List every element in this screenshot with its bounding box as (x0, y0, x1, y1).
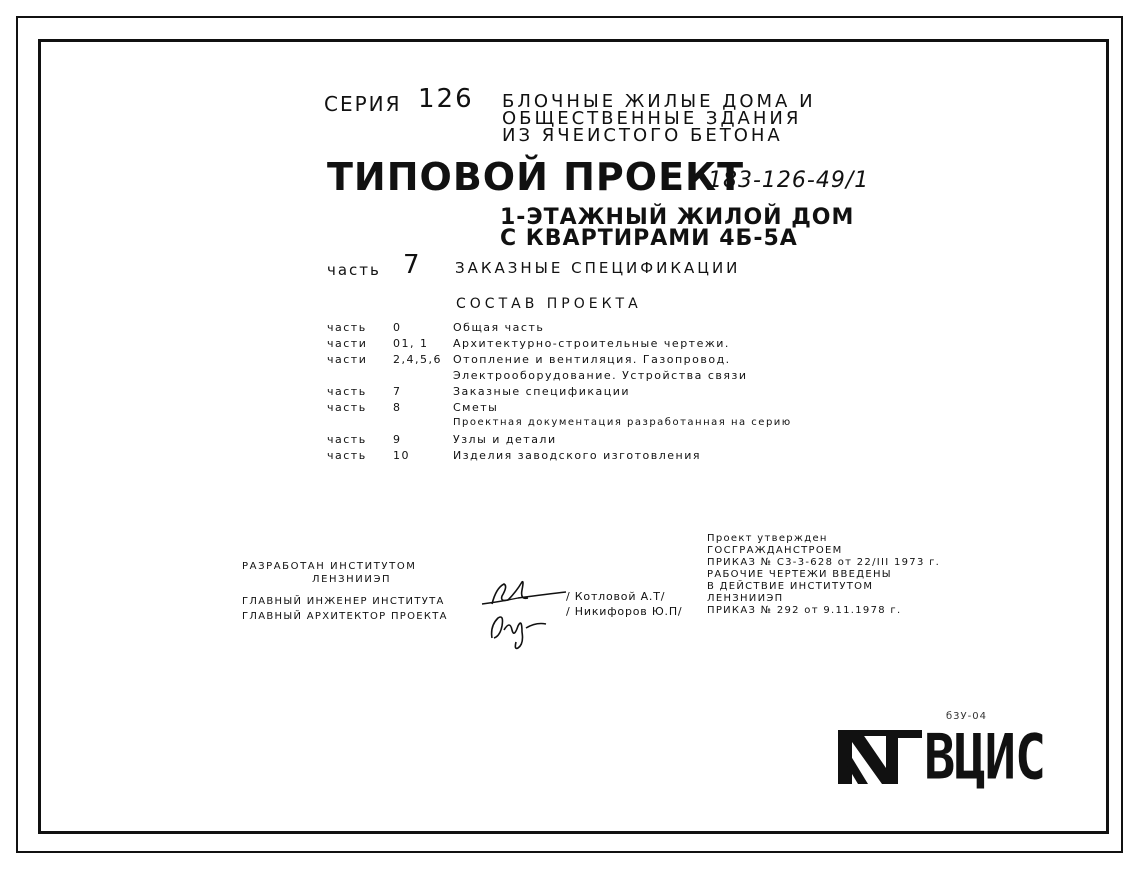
house-title-line: С КВАРТИРАМИ 4Б-5А (500, 226, 798, 251)
project-title: ТИПОВОЙ ПРОЕКТ (327, 155, 745, 199)
list-item (327, 385, 807, 401)
part-word: части (327, 337, 368, 350)
developer-institute: ЛЕНЗНИИЭП (312, 574, 392, 585)
part-num: 0 (393, 321, 402, 334)
list-item (327, 321, 807, 337)
series-label: СЕРИЯ (324, 92, 402, 116)
signature-architect (486, 608, 556, 653)
approval-line: В ДЕЙСТВИЕ ИНСТИТУТОМ (707, 581, 874, 592)
house-title (500, 207, 854, 249)
approval-line: ЛЕНЗНИИЭП (707, 593, 784, 604)
architect-name: / Никифоров Ю.П/ (566, 605, 683, 618)
series-title-line: ОБЩЕСТВЕННЫЕ ЗДАНИЯ (502, 108, 802, 129)
part-number: 7 (403, 250, 422, 280)
part-num: 9 (393, 433, 402, 446)
part-num: 10 (393, 449, 410, 462)
developer-line: РАЗРАБОТАН ИНСТИТУТОМ (242, 561, 417, 572)
chief-architect-title: ГЛАВНЫЙ АРХИТЕКТОР ПРОЕКТА (242, 611, 448, 622)
part-desc: Узлы и детали (453, 433, 557, 446)
chief-titles (242, 594, 448, 624)
part-word: часть (327, 449, 367, 462)
part-num: 7 (393, 385, 402, 398)
part-desc: Общая часть (453, 321, 545, 334)
part-word: части (327, 353, 368, 366)
developer-block (242, 560, 417, 586)
approval-line: Проект утвержден (707, 533, 828, 544)
part-desc: Проектная документация разработанная на серию (453, 417, 792, 428)
list-item (327, 369, 807, 385)
project-code: 183-126-49/1 (708, 168, 870, 193)
signatory-names (566, 589, 682, 619)
list-item (327, 433, 807, 449)
approval-line: ПРИКАЗ № С3-3-628 от 22/III 1973 г. (707, 557, 941, 568)
list-item (327, 353, 807, 369)
part-word: часть (327, 433, 367, 446)
list-item (327, 401, 807, 417)
logo-mark-icon (838, 728, 922, 786)
part-num: 01, 1 (393, 337, 429, 350)
approval-block (707, 533, 940, 617)
composition-list (327, 321, 807, 465)
part-desc: Электрооборудование. Устройства связи (453, 369, 748, 382)
part-word: часть (327, 321, 367, 334)
part-desc: Архитектурно-строительные чертежи. (453, 337, 730, 350)
series-number: 126 (418, 84, 474, 114)
series-title-line: БЛОЧНЫЕ ЖИЛЫЕ ДОМА И (502, 91, 816, 112)
logo-text: ВЦИС (924, 722, 1046, 794)
composition-title: СОСТАВ ПРОЕКТА (456, 296, 642, 312)
series-title (502, 93, 816, 144)
approval-line: ГОСГРАЖДАНСТРОЕМ (707, 545, 843, 556)
part-desc: Отопление и вентиляция. Газопровод. (453, 353, 731, 366)
approval-line: ПРИКАЗ № 292 от 9.11.1978 г. (707, 605, 902, 616)
part-num: 2,4,5,6 (393, 353, 442, 366)
engineer-name: / Котловой А.Т/ (566, 590, 666, 603)
house-title-line: 1-ЭТАЖНЫЙ ЖИЛОЙ ДОМ (500, 205, 855, 230)
chief-engineer-title: ГЛАВНЫЙ ИНЖЕНЕР ИНСТИТУТА (242, 596, 445, 607)
series-title-line: ИЗ ЯЧЕИСТОГО БЕТОНА (502, 125, 783, 146)
list-item (327, 417, 807, 433)
stamp-code: б3У-04 (946, 711, 987, 722)
part-word: часть (327, 385, 367, 398)
part-num: 8 (393, 401, 402, 414)
list-item (327, 337, 807, 353)
part-word: часть (327, 401, 367, 414)
part-label: часть (327, 261, 381, 279)
part-title: ЗАКАЗНЫЕ СПЕЦИФИКАЦИИ (455, 259, 741, 277)
list-item (327, 449, 807, 465)
part-desc: Сметы (453, 401, 499, 414)
part-desc: Заказные спецификации (453, 385, 631, 398)
approval-line: РАБОЧИЕ ЧЕРТЕЖИ ВВЕДЕНЫ (707, 569, 892, 580)
part-desc: Изделия заводского изготовления (453, 449, 701, 462)
